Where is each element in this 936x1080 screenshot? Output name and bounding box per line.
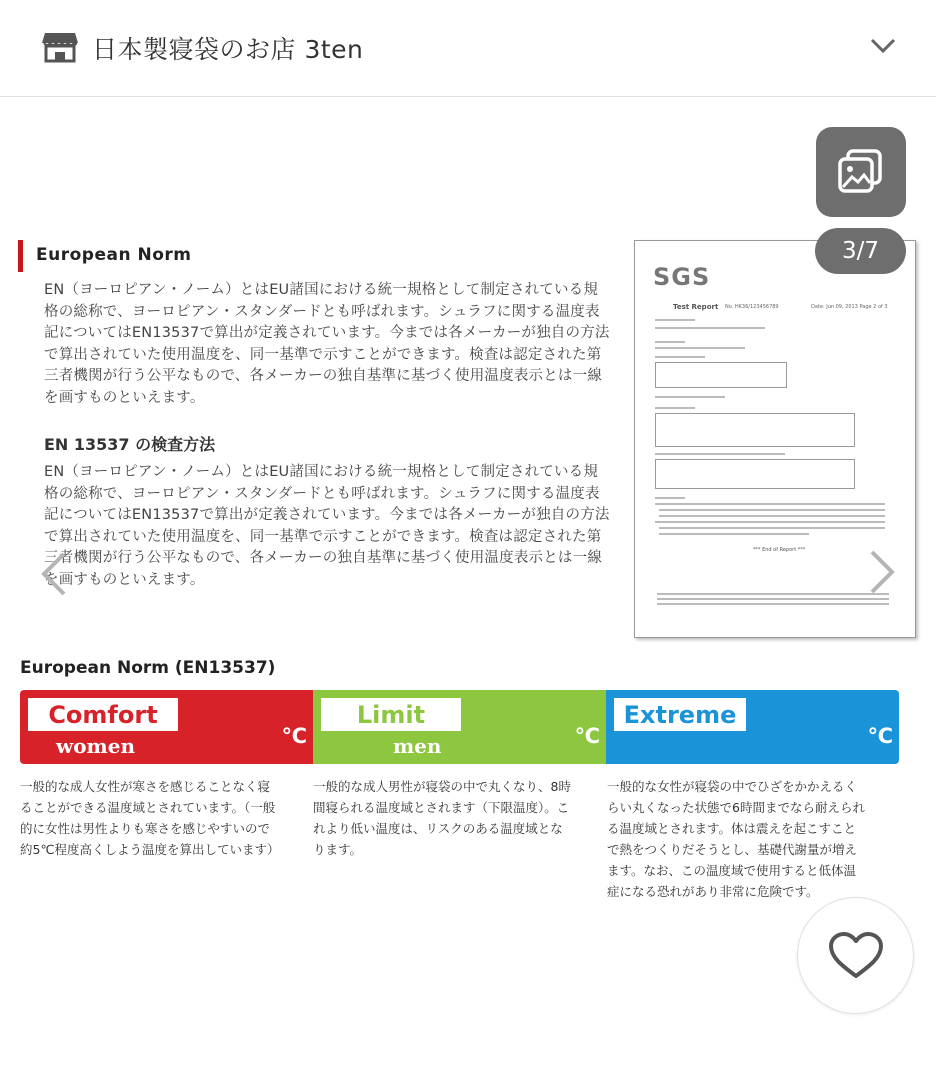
sgs-logo: SGS <box>653 263 711 291</box>
comfort-sub: women <box>56 734 135 758</box>
report-line <box>655 319 695 321</box>
report-table <box>655 362 787 388</box>
report-line <box>655 497 685 499</box>
section-title: European Norm <box>36 245 192 265</box>
report-table <box>655 413 855 447</box>
report-line <box>657 598 889 600</box>
comfort-description: 一般的な成人女性が寒さを感じることなく寝ることができる温度域とされています。（一般的に女性は男性よりも寒さを感じやすいので約5℃程度高くしよう温度を算出しています） <box>20 779 280 857</box>
report-end-mark: *** End of Report *** <box>753 547 806 553</box>
report-line <box>655 503 885 505</box>
image-counter: 3/7 <box>815 228 906 274</box>
report-date: Date: Jun 09, 2013 Page 2 of 3 <box>811 304 888 310</box>
report-line <box>659 509 885 511</box>
report-line <box>655 521 885 523</box>
method-title: EN 13537 の検査方法 <box>44 435 216 454</box>
report-number: No. HK36/123456789 <box>725 304 779 310</box>
report-line <box>659 515 885 517</box>
report-line <box>659 527 885 529</box>
comfort-band <box>20 690 313 764</box>
chevron-down-icon[interactable] <box>868 34 898 58</box>
gallery-button[interactable] <box>816 127 906 217</box>
shop-name[interactable]: 日本製寝袋のお店 3ten <box>92 35 364 64</box>
report-line <box>655 396 725 398</box>
report-line <box>655 347 745 349</box>
limit-sub: men <box>393 734 442 758</box>
limit-band <box>313 690 606 764</box>
heart-icon <box>828 931 884 981</box>
report-line <box>659 533 809 535</box>
limit-unit: ℃ <box>574 724 600 748</box>
section-accent-bar <box>18 240 23 272</box>
method-description: EN（ヨーロピアン・ノーム）とはEU諸国における統一規格として制定されている規格の総称で、ヨーロピアン・スタンダードとも呼ばれます。シュラフに関する温度表記についてはEN13537で算出が定義されています。今までは各メーカーが独自の方法で算出されていた使用温度を、同一基準で示すことができます。検査は認定された第三者機関が行う公平なもので、各メーカーの独自基準に基づく使用温度表示とは一線を画すものといえます。 <box>44 464 610 588</box>
report-line <box>655 327 765 329</box>
report-line <box>655 356 705 358</box>
report-table <box>655 459 855 489</box>
extreme-description: 一般的な女性が寝袋の中でひざをかかえるくらい丸くなった状態で6時間までなら耐えられる温度域とされます。体は震えを起こすことで熱をつくりだそうとし、基礎代謝量が増えます。なお、この温度域で使用すると低体温症になる恐れがあり非常に危険です。 <box>607 779 865 899</box>
chevron-left-icon[interactable] <box>36 548 72 600</box>
image-stack-icon <box>835 146 887 198</box>
extreme-label: Extreme <box>614 698 746 731</box>
favorite-button[interactable] <box>797 897 914 1014</box>
limit-description: 一般的な成人男性が寝袋の中で丸くなり、8時間寝られる温度域とされます（下限温度）。これより低い温度は、リスクのある温度域となります。 <box>313 779 571 857</box>
report-line <box>657 603 889 605</box>
store-icon <box>42 31 78 63</box>
shop-header[interactable] <box>0 0 936 97</box>
norm-title: European Norm (EN13537) <box>20 658 276 678</box>
report-line <box>655 453 785 455</box>
extreme-band <box>606 690 899 764</box>
comfort-label: Comfort <box>28 698 178 731</box>
report-title: Test Report <box>673 303 719 311</box>
comfort-unit: ℃ <box>281 724 307 748</box>
report-line <box>655 341 685 343</box>
limit-label: Limit <box>321 698 461 731</box>
en-description: EN（ヨーロピアン・ノーム）とはEU諸国における統一規格として制定されている規格の総称で、ヨーロピアン・スタンダードとも呼ばれます。シュラフに関する温度表記についてはEN13537で算出が定義されています。今までは各メーカーが独自の方法で算出されていた使用温度を、同一基準で示すことができます。検査は認定された第三者機関が行う公平なもので、各メーカーの独自基準に基づく使用温度表示とは一線を画すものといえます。 <box>44 282 610 406</box>
chevron-right-icon[interactable] <box>864 546 900 598</box>
report-line <box>655 407 695 409</box>
extreme-unit: ℃ <box>867 724 893 748</box>
report-line <box>657 593 889 595</box>
